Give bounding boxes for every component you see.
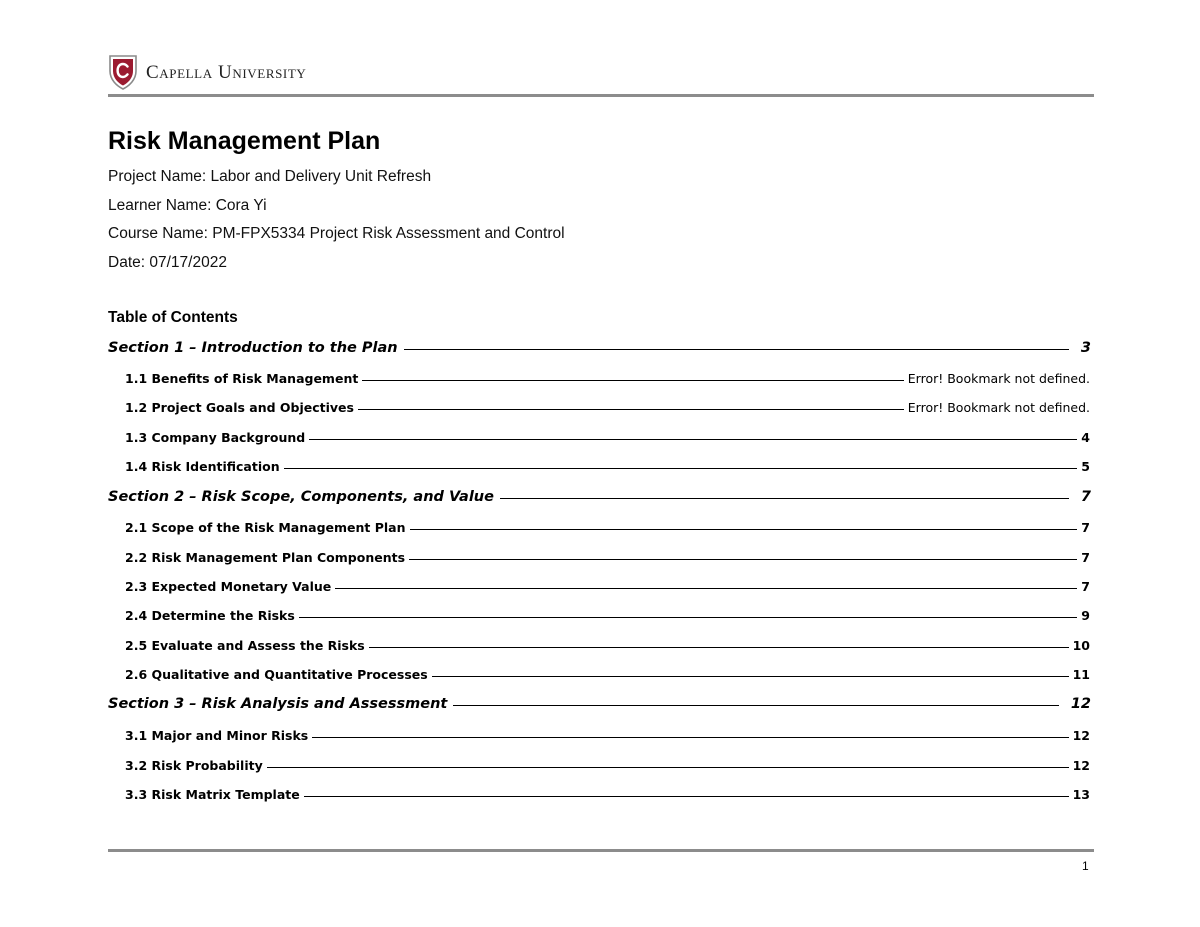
toc-entry-page: 11 [1072,667,1090,682]
toc-entry-2-2[interactable] [125,550,1090,565]
toc-leader-line [335,588,1077,589]
toc-entry-3-2[interactable] [125,758,1090,773]
learner-name-label: Learner Name: [108,197,216,214]
toc-entry-text: 3.1 Major and Minor Risks [125,728,309,743]
toc-entry-text: 1.3 Company Background [125,430,306,445]
toc-entry-page: 9 [1081,608,1090,623]
toc-entry-1-1[interactable] [125,371,1090,386]
toc-leader-line [267,767,1069,768]
toc-entry-2-3[interactable] [125,579,1090,594]
date-line [108,254,227,273]
toc-entry-text: 3.3 Risk Matrix Template [125,787,300,802]
document-title: Risk Management Plan [108,127,381,155]
toc-entry-page: 12 [1072,728,1090,743]
toc-entry-text: Section 1 – Introduction to the Plan [108,340,398,356]
toc-entry-1-2[interactable] [125,400,1090,415]
learner-name-value: Cora Yi [215,197,267,214]
toc-entry-text: 2.5 Evaluate and Assess the Risks [125,638,365,653]
toc-leader-line [304,796,1069,797]
toc-entry-1-3[interactable] [125,430,1090,445]
toc-leader-line [309,439,1077,440]
toc-entry-text: 1.2 Project Goals and Objectives [125,400,354,415]
toc-leader-line [409,559,1077,560]
capella-shield-logo-icon [108,54,138,90]
toc-leader-line [358,409,904,410]
project-name-line [108,168,431,187]
toc-entry-3-1[interactable] [125,728,1090,743]
toc-leader-line [369,647,1069,648]
university-name: Capella University [146,61,307,83]
toc-entry-2-5[interactable] [125,638,1090,653]
page-number: 1 [1082,859,1089,873]
toc-entry-text: 2.3 Expected Monetary Value [125,579,332,594]
document-header [108,54,306,90]
toc-entry-text: 1.1 Benefits of Risk Management [125,371,359,386]
toc-entry-1-4[interactable] [125,459,1090,474]
toc-entry-text: Section 2 – Risk Scope, Components, and Value [108,489,494,505]
toc-leader-line [404,349,1069,350]
toc-entry-page: 3 [1080,340,1091,356]
toc-entry-page: 12 [1072,758,1090,773]
toc-entry-text: 2.1 Scope of the Risk Management Plan [125,520,406,535]
toc-entry-text: 3.2 Risk Probability [125,758,263,773]
toc-leader-line [312,737,1068,738]
toc-entry-2-1[interactable] [125,520,1090,535]
toc-entry-page: 7 [1080,489,1091,505]
toc-entry-section-2[interactable] [108,489,1091,506]
toc-entry-section-3[interactable] [108,696,1091,713]
toc-entry-page: 13 [1072,787,1090,802]
toc-leader-line [453,705,1058,706]
toc-entry-2-6[interactable] [125,667,1090,682]
toc-entry-page: 5 [1081,459,1090,474]
toc-entry-3-3[interactable] [125,787,1090,802]
toc-entry-text: Section 3 – Risk Analysis and Assessment [108,696,448,712]
toc-entry-page: 12 [1070,696,1091,712]
course-name-label: Course Name: [108,225,213,242]
footer-divider [108,849,1094,852]
toc-entry-page: Error! Bookmark not defined. [907,400,1090,415]
toc-entry-text: 1.4 Risk Identification [125,459,280,474]
learner-name-line [108,197,267,216]
date-label: Date: [108,254,150,271]
toc-leader-line [432,676,1069,677]
toc-entry-page: 7 [1081,520,1090,535]
date-value: 07/17/2022 [149,254,227,271]
toc-entry-text: 2.4 Determine the Risks [125,608,295,623]
toc-entry-page: 7 [1081,579,1090,594]
toc-leader-line [284,468,1078,469]
toc-heading: Table of Contents [108,309,238,326]
toc-leader-line [299,617,1077,618]
toc-entry-text: 2.6 Qualitative and Quantitative Processes [125,667,428,682]
project-name-value: Labor and Delivery Unit Refresh [210,168,432,185]
toc-leader-line [362,380,903,381]
toc-entry-page: 7 [1081,550,1090,565]
toc-entry-2-4[interactable] [125,608,1090,623]
toc-leader-line [410,529,1078,530]
toc-entry-page: Error! Bookmark not defined. [907,371,1090,386]
toc-entry-page: 4 [1081,430,1090,445]
toc-leader-line [500,498,1069,499]
toc-entry-section-1[interactable] [108,340,1091,357]
course-name-line [108,225,565,244]
project-name-label: Project Name: [108,168,211,185]
course-name-value: PM-FPX5334 Project Risk Assessment and Control [212,225,565,242]
toc-entry-text: 2.2 Risk Management Plan Components [125,550,406,565]
header-divider [108,94,1094,97]
toc-entry-page: 10 [1072,638,1090,653]
